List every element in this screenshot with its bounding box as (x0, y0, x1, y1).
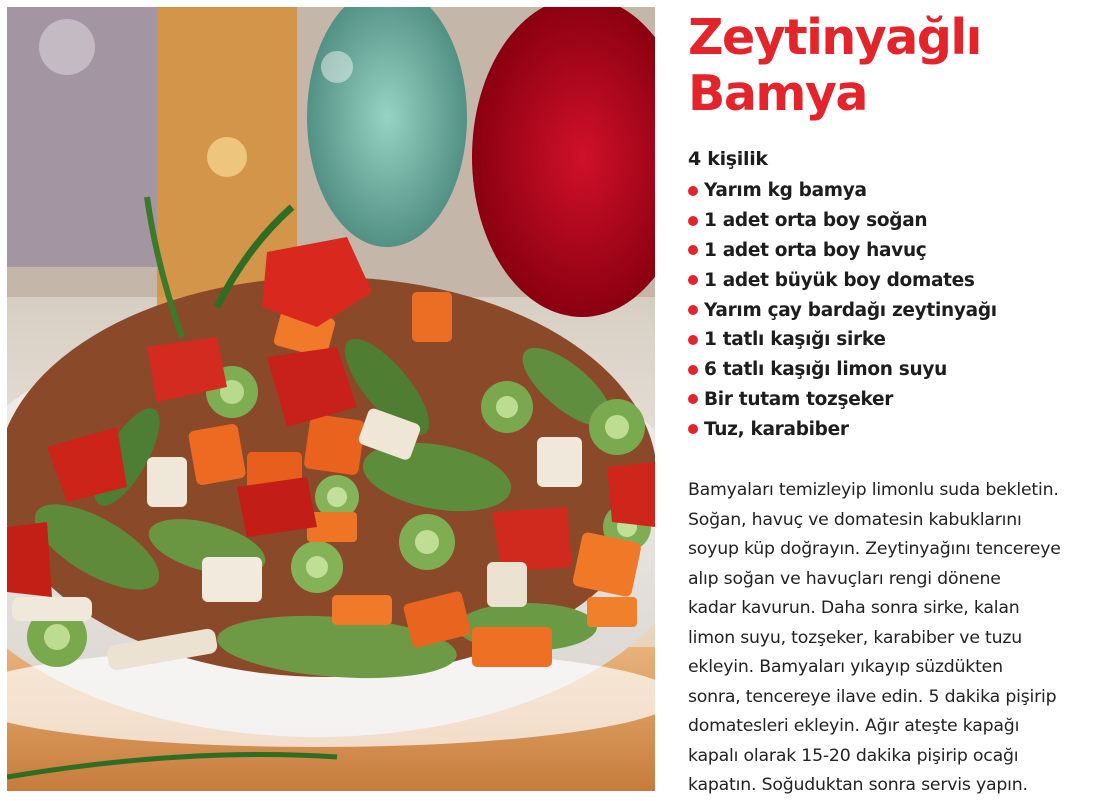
method-line: ekleyin. Bamyaları yıkayıp süzdükten (688, 657, 1003, 677)
ingredient-item (688, 206, 997, 236)
recipe-title (688, 10, 1088, 122)
ingredient-text: 1 adet büyük boy domates (704, 269, 975, 291)
okra-salad-photo-icon (7, 7, 655, 791)
ingredient-text: Tuz, karabiber (704, 418, 849, 440)
method-paragraph (688, 476, 1098, 801)
servings-label: 4 kişilik (688, 148, 768, 170)
bullet-icon (688, 245, 698, 255)
ingredient-item (688, 295, 997, 325)
dish-photo (7, 7, 655, 791)
bullet-icon (688, 335, 698, 345)
ingredients-list (688, 176, 997, 444)
ingredient-text: Bir tutam tozşeker (704, 388, 894, 410)
bullet-icon (688, 394, 698, 404)
bullet-icon (688, 365, 698, 375)
method-line: Soğan, havuç ve domatesin kabuklarını (688, 509, 1022, 530)
ingredient-text: Yarım çay bardağı zeytinyağı (704, 299, 997, 321)
ingredient-item (688, 414, 997, 444)
ingredient-text: 1 adet orta boy soğan (704, 210, 928, 232)
recipe-title-line-1: Zeytinyağlı (688, 9, 981, 66)
ingredient-item (688, 236, 997, 266)
bullet-icon (688, 424, 698, 434)
method-line: sonra, tencereye ilave edin. 5 dakika pişirip (688, 686, 1057, 707)
ingredient-text: 6 tatlı kaşığı limon suyu (704, 359, 947, 381)
bullet-icon (688, 186, 698, 196)
ingredient-item (688, 385, 997, 415)
ingredient-item (688, 176, 997, 206)
method-line: kadar kavurun. Daha sonra sirke, kalan (688, 598, 1020, 618)
method-line: alıp soğan ve havuçları rengi dönene (688, 568, 1001, 589)
method-line: kapatın. Soğuduktan sonra servis yapın. (688, 775, 1028, 795)
method-line: soyup küp doğrayın. Zeytinyağını tencereye (688, 539, 1061, 559)
ingredient-text: 1 tatlı kaşığı sirke (704, 329, 886, 351)
bullet-icon (688, 216, 698, 226)
method-line: Bamyaları temizleyip limonlu suda bekletin. (688, 480, 1059, 500)
ingredient-item (688, 265, 997, 295)
ingredient-text: 1 adet orta boy havuç (704, 239, 927, 261)
method-line: limon suyu, tozşeker, karabiber ve tuzu (688, 627, 1023, 648)
method-line: kapalı olarak 15-20 dakika pişirip ocağı (688, 745, 1019, 766)
method-line: domatesleri ekleyin. Ağır ateşte kapağı (688, 716, 1020, 736)
ingredient-text: Yarım kg bamya (704, 180, 867, 202)
ingredient-item (688, 355, 997, 385)
bullet-icon (688, 275, 698, 285)
ingredient-item (688, 325, 997, 355)
bullet-icon (688, 305, 698, 315)
recipe-title-line-2: Bamya (688, 65, 867, 122)
